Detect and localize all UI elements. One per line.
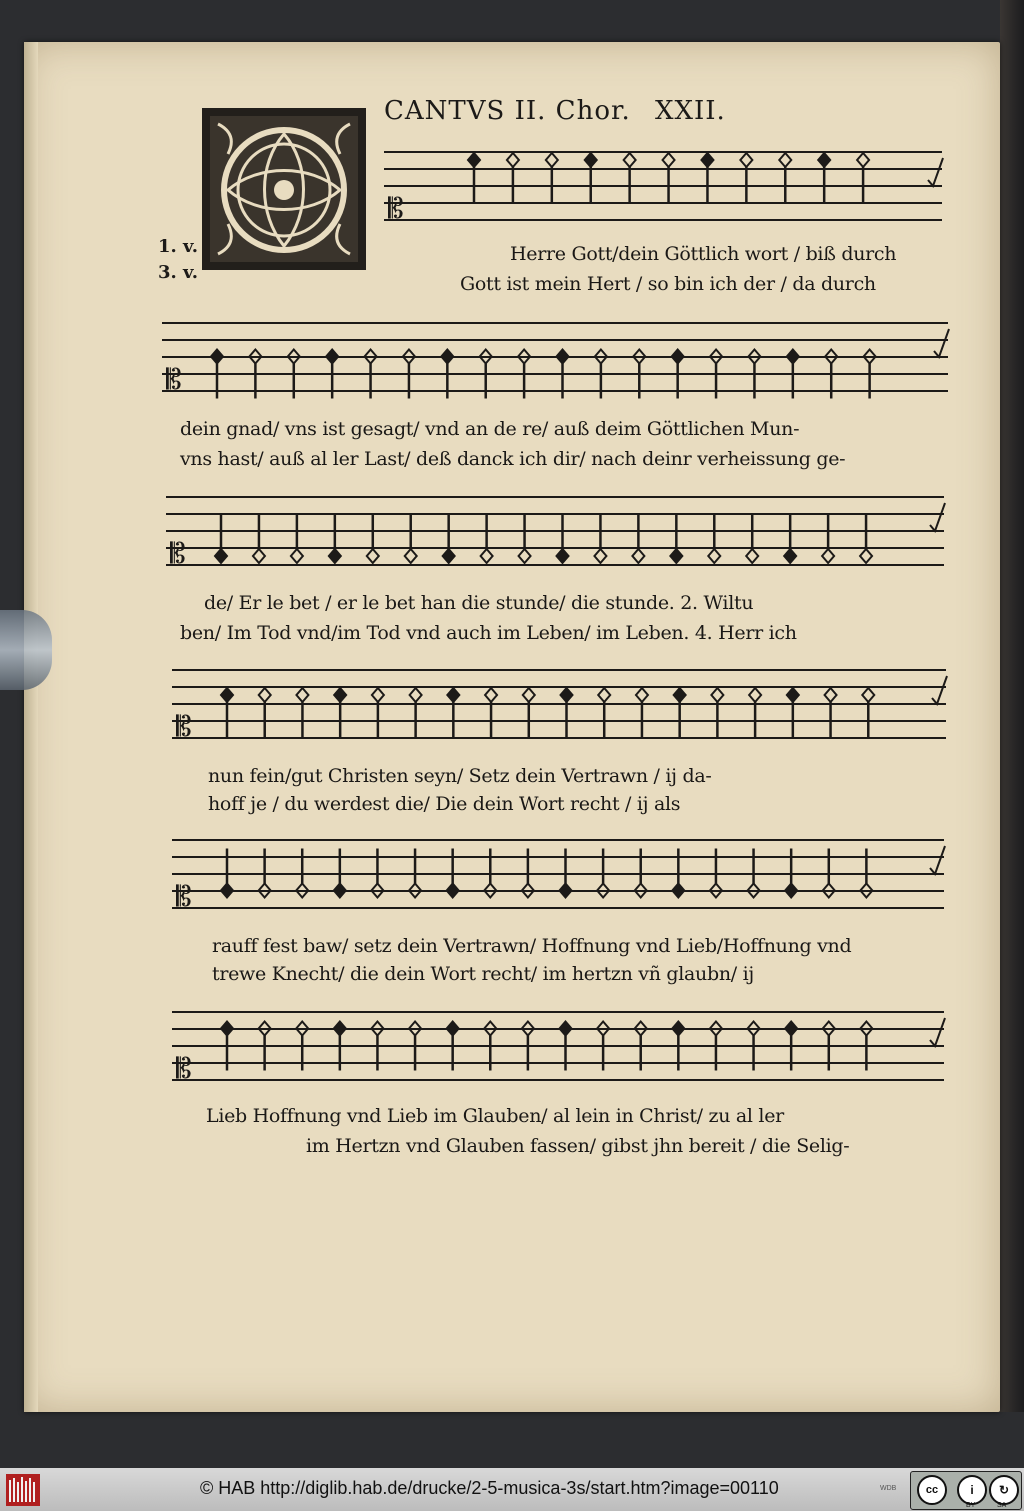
decorated-initial-icon	[198, 104, 370, 274]
wdb-mark: WDB	[880, 1485, 897, 1492]
lyric-line-6b: im Hertzn vnd Glauben fassen/ gibst jhn bereit / die Selig-	[306, 1135, 850, 1157]
footer-attribution-link[interactable]: © HAB http://diglib.hab.de/drucke/2-5-musica-3s/start.htm?image=00110	[200, 1478, 779, 1498]
cc-icon: cc	[917, 1475, 947, 1505]
clef-icon: 𝄡	[176, 1052, 192, 1085]
lyric-line-1a: Herre Gott/dein Göttlich wort / biß durch	[510, 243, 897, 265]
lyric-line-4b: hoff je / du werdest die/ Die dein Wort recht / ij als	[208, 793, 681, 815]
sa-label: SA	[997, 1502, 1007, 1509]
lyric-line-2b: vns hast/ auß al ler Last/ deß danck ich dir/ nach deinr verheissung ge-	[180, 448, 846, 470]
lyric-line-5a: rauff fest baw/ setz dein Vertrawn/ Hoffnung vnd Lieb/Hoffnung vnd	[212, 935, 852, 957]
lyric-line-5b: trewe Knecht/ die dein Wort recht/ im hertzn vñ glaubn/ ij	[212, 963, 754, 985]
clef-icon: 𝄡	[388, 192, 404, 225]
verse-label-1: 1. v.	[158, 236, 198, 257]
by-icon: i	[957, 1475, 987, 1505]
lyric-line-1b: Gott ist mein Hert / so bin ich der / da durch	[460, 273, 876, 295]
page-gutter-shadow	[24, 42, 38, 1412]
clef-icon: 𝄡	[176, 880, 192, 913]
clef-icon: 𝄡	[166, 363, 182, 396]
cc-license-badge[interactable]	[910, 1471, 1022, 1510]
hab-logo-icon	[6, 1474, 40, 1506]
clef-icon: 𝄡	[170, 537, 186, 570]
page-number: XXII.	[655, 96, 726, 126]
voice-title: CANTVS II. Chor.	[384, 96, 631, 126]
lyric-line-2a: dein gnad/ vns ist gesagt/ vnd an de re/ auß deim Göttlichen Mun-	[180, 418, 800, 440]
book-edge	[1000, 0, 1024, 1412]
footer-bar	[0, 1468, 1024, 1511]
by-label: BY	[966, 1502, 976, 1509]
lyric-line-6a: Lieb Hoffnung vnd Lieb im Glauben/ al lein in Christ/ zu al ler	[206, 1105, 784, 1127]
verse-label-3: 3. v.	[158, 262, 198, 283]
page-clip	[0, 610, 52, 690]
lyric-line-3a: de/ Er le bet / er le bet han die stunde/ die stunde. 2. Wiltu	[204, 592, 754, 614]
clef-icon: 𝄡	[176, 710, 192, 743]
lyric-line-4a: nun fein/gut Christen seyn/ Setz dein Vertrawn / ij da-	[208, 765, 712, 787]
sa-icon: ↻	[989, 1475, 1019, 1505]
lyric-line-3b: ben/ Im Tod vnd/im Tod vnd auch im Leben/ im Leben. 4. Herr ich	[180, 622, 797, 644]
